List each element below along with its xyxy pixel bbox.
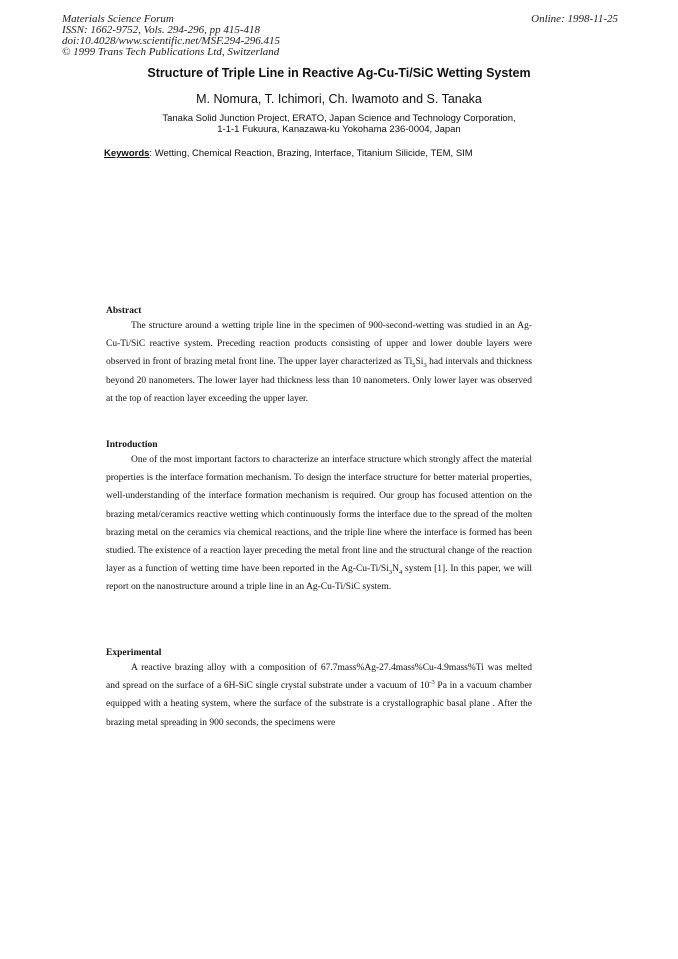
online-date: Online: 1998-11-25 bbox=[531, 13, 618, 25]
experimental-section bbox=[106, 647, 532, 732]
experimental-text: A reactive brazing alloy with a composition of 67.7mass%Ag-27.4mass%Cu-4.9mass%Ti was melted and spread on the surface of a 6H-SiC single crystal substrate under a vacuum of $10^{-3}$ Pa in a vacuum chamber equipped with a heating system, where the surface of the substrate is a crystallographic basal plane . After the brazing metal spreading in 900 seconds, the specimens were bbox=[106, 663, 532, 728]
introduction-heading: Introduction bbox=[106, 440, 158, 450]
keywords-label: Keywords bbox=[104, 148, 150, 159]
copyright-line: © 1999 Trans Tech Publications Ltd, Switzerland bbox=[62, 46, 280, 58]
abstract-heading: Abstract bbox=[106, 306, 142, 316]
introduction-text: One of the most important factors to characterize an interface structure which strongly affect the material properties is the interface formation mechanism. To design the interface structure for better material properties, well-understanding of the interface formation mechanism is required. Our group has focused attention on the brazing metal/ceramics reactive wetting which continuously forms the interface due to the spread of the molten brazing metal on the ceramics via chemical reactions, and the triple line where the interface is formed has been studied. The existence of a reaction layer preceding the metal front line and the structural change of the reaction layer as a function of wetting time have been reported in the $Ag-Cu-Ti/Si_3N_4$ system [1]. In this paper, we will report on the nanostructure around a triple line in an Ag-Cu-Ti/SiC system. bbox=[106, 455, 532, 593]
affiliation bbox=[0, 113, 678, 135]
abstract-text: The structure around a wetting triple line in the specimen of 900-second-wetting was studied in an Ag-Cu-Ti/SiC reactive system. Preceding reaction products consisting of upper and lower double layers were observed in front of brazing metal front line. The upper layer characterized as $Ti_5Si_3$ had intervals and thickness beyond 20 nanometers. The lower layer had thickness less than 10 nanometers. Only lower layer was observed at the top of reaction layer exceeding the upper layer. bbox=[106, 321, 532, 404]
abstract-section bbox=[106, 305, 532, 408]
author-list: M. Nomura, T. Ichimori, Ch. Iwamoto and S. Tanaka bbox=[196, 92, 482, 106]
journal-metadata bbox=[62, 14, 280, 58]
doi-line: doi:10.4028/www.scientific.net/MSF.294-296.415 bbox=[62, 35, 281, 47]
keywords-text: Wetting, Chemical Reaction, Brazing, Interface, Titanium Silicide, TEM, SIM bbox=[154, 148, 473, 159]
affiliation-line-1: Tanaka Solid Junction Project, ERATO, Japan Science and Technology Corporation, bbox=[162, 113, 516, 124]
paper-title: Structure of Triple Line in Reactive Ag-Cu-Ti/SiC Wetting System bbox=[147, 66, 531, 80]
issn-line: ISSN: 1662-9752, Vols. 294-296, pp 415-418 bbox=[62, 24, 260, 36]
affiliation-line-2: 1-1-1 Fukuura, Kanazawa-ku Yokohama 236-0004, Japan bbox=[217, 124, 461, 135]
journal-name: Materials Science Forum bbox=[62, 13, 174, 25]
experimental-heading: Experimental bbox=[106, 648, 162, 658]
introduction-section bbox=[106, 439, 532, 597]
keywords bbox=[104, 148, 473, 159]
keywords-colon: : bbox=[149, 148, 155, 159]
